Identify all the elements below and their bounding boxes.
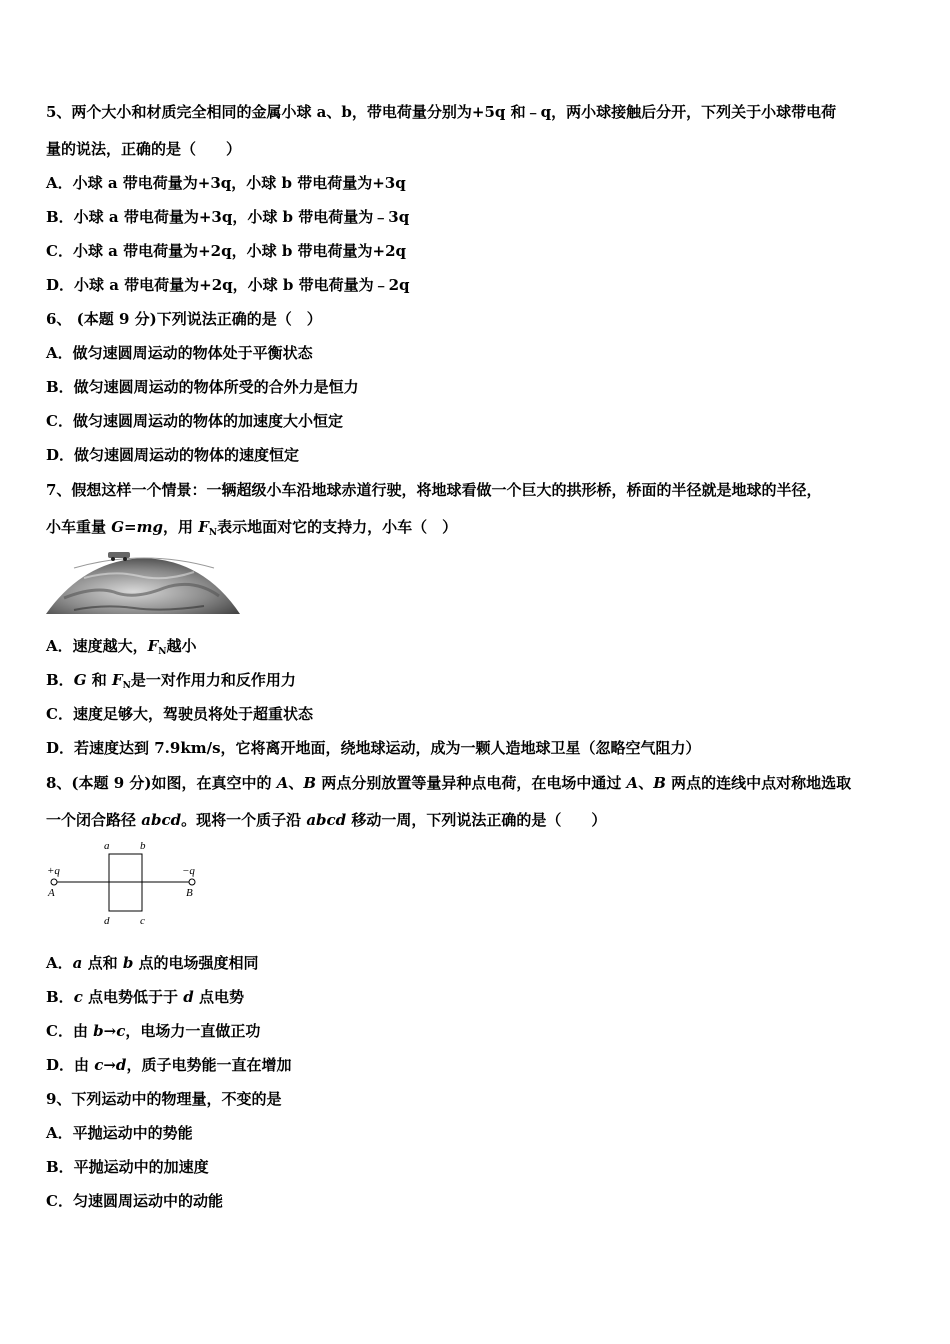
q8-stem-line2: 一个闭合路径 abcd。现将一个质子沿 abcd 移动一周，下列说法正确的是（ ） xyxy=(46,811,607,829)
label-point-b: B xyxy=(186,887,193,899)
q7-stem-line2: 小车重量 G=mg，用 $F_N$表示地面对它的支持力，小车（ ） xyxy=(46,518,458,538)
q5-stem-line2: 量的说法，正确的是（ ） xyxy=(46,140,242,158)
q7-option-a: A．速度越大，$F_N$越小 xyxy=(46,637,197,657)
charge-path-diagram xyxy=(44,838,214,930)
label-plus-q: +q xyxy=(47,865,60,877)
q6-option-c: C．做匀速圆周运动的物体的加速度大小恒定 xyxy=(46,412,343,430)
label-b: b xyxy=(140,840,146,852)
q9-option-c: C．匀速圆周运动中的动能 xyxy=(46,1192,223,1210)
q5-option-d: D．小球 a 带电荷量为+2q，小球 b 带电荷量为﹣2q xyxy=(46,276,410,294)
q8-option-a: A．a 点和 b 点的电场强度相同 xyxy=(46,954,259,972)
earth-car-illustration xyxy=(44,548,244,618)
q7-option-c: C．速度足够大，驾驶员将处于超重状态 xyxy=(46,705,313,723)
label-point-a: A xyxy=(48,887,55,899)
charge-b-point xyxy=(189,879,195,885)
q6-stem: 6、 (本题 9 分)下列说法正确的是（ ） xyxy=(46,310,322,328)
earth-globe xyxy=(46,558,240,614)
label-c: c xyxy=(140,915,145,927)
q9-option-a: A．平抛运动中的势能 xyxy=(46,1124,193,1142)
q7-stem-line1: 7、假想这样一个情景：一辆超级小车沿地球赤道行驶，将地球看做一个巨大的拱形桥，桥面的半径就是地球的半径， xyxy=(46,481,822,499)
q5-option-a: A．小球 a 带电荷量为+3q，小球 b 带电荷量为+3q xyxy=(46,174,406,192)
q9-stem: 9、下列运动中的物理量，不变的是 xyxy=(46,1090,282,1108)
q7-option-b: B．G 和 $F_N$是一对作用力和反作用力 xyxy=(46,671,296,691)
q5-option-b: B．小球 a 带电荷量为+3q，小球 b 带电荷量为﹣3q xyxy=(46,208,410,226)
charge-a-point xyxy=(51,879,57,885)
q6-option-a: A．做匀速圆周运动的物体处于平衡状态 xyxy=(46,344,313,362)
q8-option-d: D．由 c→d，质子电势能一直在增加 xyxy=(46,1056,292,1074)
q9-option-b: B．平抛运动中的加速度 xyxy=(46,1158,209,1176)
label-a: a xyxy=(104,840,110,852)
q6-option-d: D．做匀速圆周运动的物体的速度恒定 xyxy=(46,446,300,464)
label-minus-q: −q xyxy=(182,865,195,877)
q8-option-b: B．c 点电势低于于 d 点电势 xyxy=(46,988,245,1006)
q8-stem-line1: 8、(本题 9 分)如图，在真空中的 A、B 两点分别放置等量异种点电荷，在电场中通过 A、B 两点的连线中点对称地选取 xyxy=(46,774,852,792)
label-d: d xyxy=(104,915,110,927)
q5-stem-line1: 5、两个大小和材质完全相同的金属小球 a、b，带电荷量分别为+5q 和﹣q，两小球接触后分开，下列关于小球带电荷 xyxy=(46,103,837,121)
q5-option-c: C．小球 a 带电荷量为+2q，小球 b 带电荷量为+2q xyxy=(46,242,407,260)
q6-option-b: B．做匀速圆周运动的物体所受的合外力是恒力 xyxy=(46,378,359,396)
q7-option-d: D．若速度达到 7.9km/s，它将离开地面，绕地球运动，成为一颗人造地球卫星（忽略空气阻力） xyxy=(46,739,701,757)
q8-option-c: C．由 b→c，电场力一直做正功 xyxy=(46,1022,261,1040)
